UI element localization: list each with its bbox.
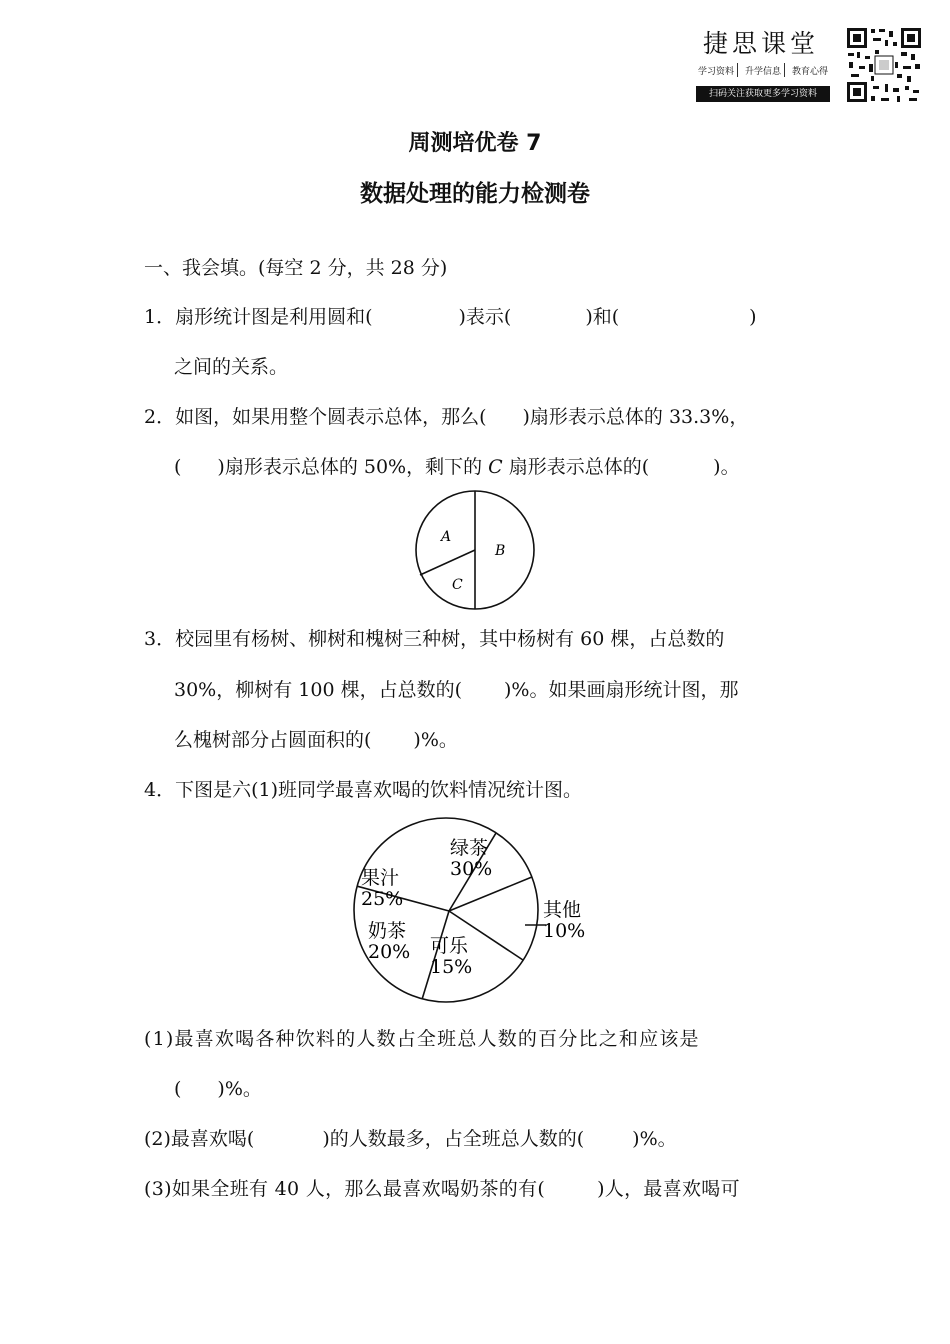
question-4-1: (1)最喜欢喝各种饮料的人数占全班总人数的百分比之和应该是 — [144, 1028, 700, 1050]
slice-label: 果汁 — [361, 867, 400, 889]
question-4-2 — [144, 1124, 677, 1151]
brand-link-education[interactable]: 教育心得 — [791, 67, 828, 77]
question-4-3 — [144, 1174, 740, 1201]
slice-percent-label: 10% — [543, 920, 586, 942]
question-text: )%。 — [217, 1078, 262, 1100]
slice-percent-label: 20% — [368, 941, 411, 963]
question-text: )和( — [585, 306, 620, 328]
question-text: 么槐树部分占圆面积的( — [174, 729, 372, 751]
brand-link-study[interactable]: 学习资料 — [698, 67, 735, 77]
qr-code-icon[interactable] — [845, 26, 923, 104]
question-2-cont — [174, 452, 740, 479]
question-text: )扇形表示总体的 33.3%， — [522, 406, 749, 428]
divider — [784, 63, 789, 77]
question-text: )%。如果画扇形统计图，那 — [504, 679, 739, 701]
slice-label: 其他 — [543, 899, 582, 921]
question-text: )%。 — [632, 1128, 677, 1150]
sector-label-a: A — [441, 529, 452, 545]
slice-percent-label: 30% — [450, 858, 493, 880]
question-1 — [144, 302, 757, 329]
brand-block — [694, 22, 834, 106]
paper-subtitle: 数据处理的能力检测卷 — [360, 181, 590, 207]
question-4-1-cont — [174, 1074, 262, 1101]
question-text: ( — [174, 456, 182, 478]
question-text: (3)如果全班有 40 人，那么最喜欢喝奶茶的有( — [144, 1178, 546, 1200]
question-text: 扇形表示总体的( — [502, 456, 650, 478]
question-text: )表示( — [458, 306, 512, 328]
divider — [737, 63, 742, 77]
question-text: 校园里有杨树、柳树和槐树三种树，其中杨树有 60 棵，占总数的 — [175, 628, 725, 650]
question-number: 2． — [144, 406, 176, 428]
question-text: 30%，柳树有 100 棵，占总数的( — [174, 679, 462, 701]
paper-title: 周测培优卷 7 — [408, 131, 542, 156]
question-1-cont: 之间的关系。 — [174, 356, 289, 378]
question-number: 3． — [144, 628, 176, 650]
question-text: 扇形统计图是利用圆和( — [175, 306, 373, 328]
brand-name: 捷思课堂 — [702, 29, 819, 58]
question-3-cont — [174, 725, 458, 752]
slice-label: 绿茶 — [450, 837, 489, 859]
question-text: C — [488, 456, 503, 478]
question-text: (2)最喜欢喝( — [144, 1128, 255, 1150]
question-text: )人，最喜欢喝可 — [597, 1178, 740, 1200]
question-3 — [144, 624, 724, 651]
section-heading: 一、我会填。(每空 2 分，共 28 分) — [144, 257, 448, 279]
brand-link-admission[interactable]: 升学信息 — [744, 67, 781, 77]
question-text: 下图是六(1)班同学最喜欢喝的饮料情况统计图。 — [175, 779, 583, 801]
drink-pie-chart — [350, 812, 610, 1008]
slice-percent-label: 15% — [430, 956, 473, 978]
abc-pie-figure — [414, 489, 536, 611]
question-2 — [144, 402, 748, 429]
brand-slogan: 扫码关注获取更多学习资料 — [696, 86, 830, 102]
slice-label: 可乐 — [430, 935, 469, 957]
slice-label: 奶茶 — [368, 920, 407, 942]
question-text: )的人数最多，占全班总人数的( — [322, 1128, 585, 1150]
sector-label-b: B — [495, 543, 506, 559]
question-text: 如图，如果用整个圆表示总体，那么( — [175, 406, 487, 428]
question-3-cont — [174, 675, 738, 702]
question-text: ) — [749, 306, 757, 328]
question-number: 1． — [144, 306, 176, 328]
brand-links — [696, 64, 830, 77]
question-text: )。 — [713, 456, 740, 478]
sector-label-c: C — [452, 577, 463, 593]
question-text: ( — [174, 1078, 182, 1100]
question-4 — [144, 775, 582, 802]
question-text: )%。 — [413, 729, 458, 751]
question-text: )扇形表示总体的 50%，剩下的 — [217, 456, 489, 478]
slice-percent-label: 25% — [361, 888, 404, 910]
question-number: 4． — [144, 779, 176, 801]
